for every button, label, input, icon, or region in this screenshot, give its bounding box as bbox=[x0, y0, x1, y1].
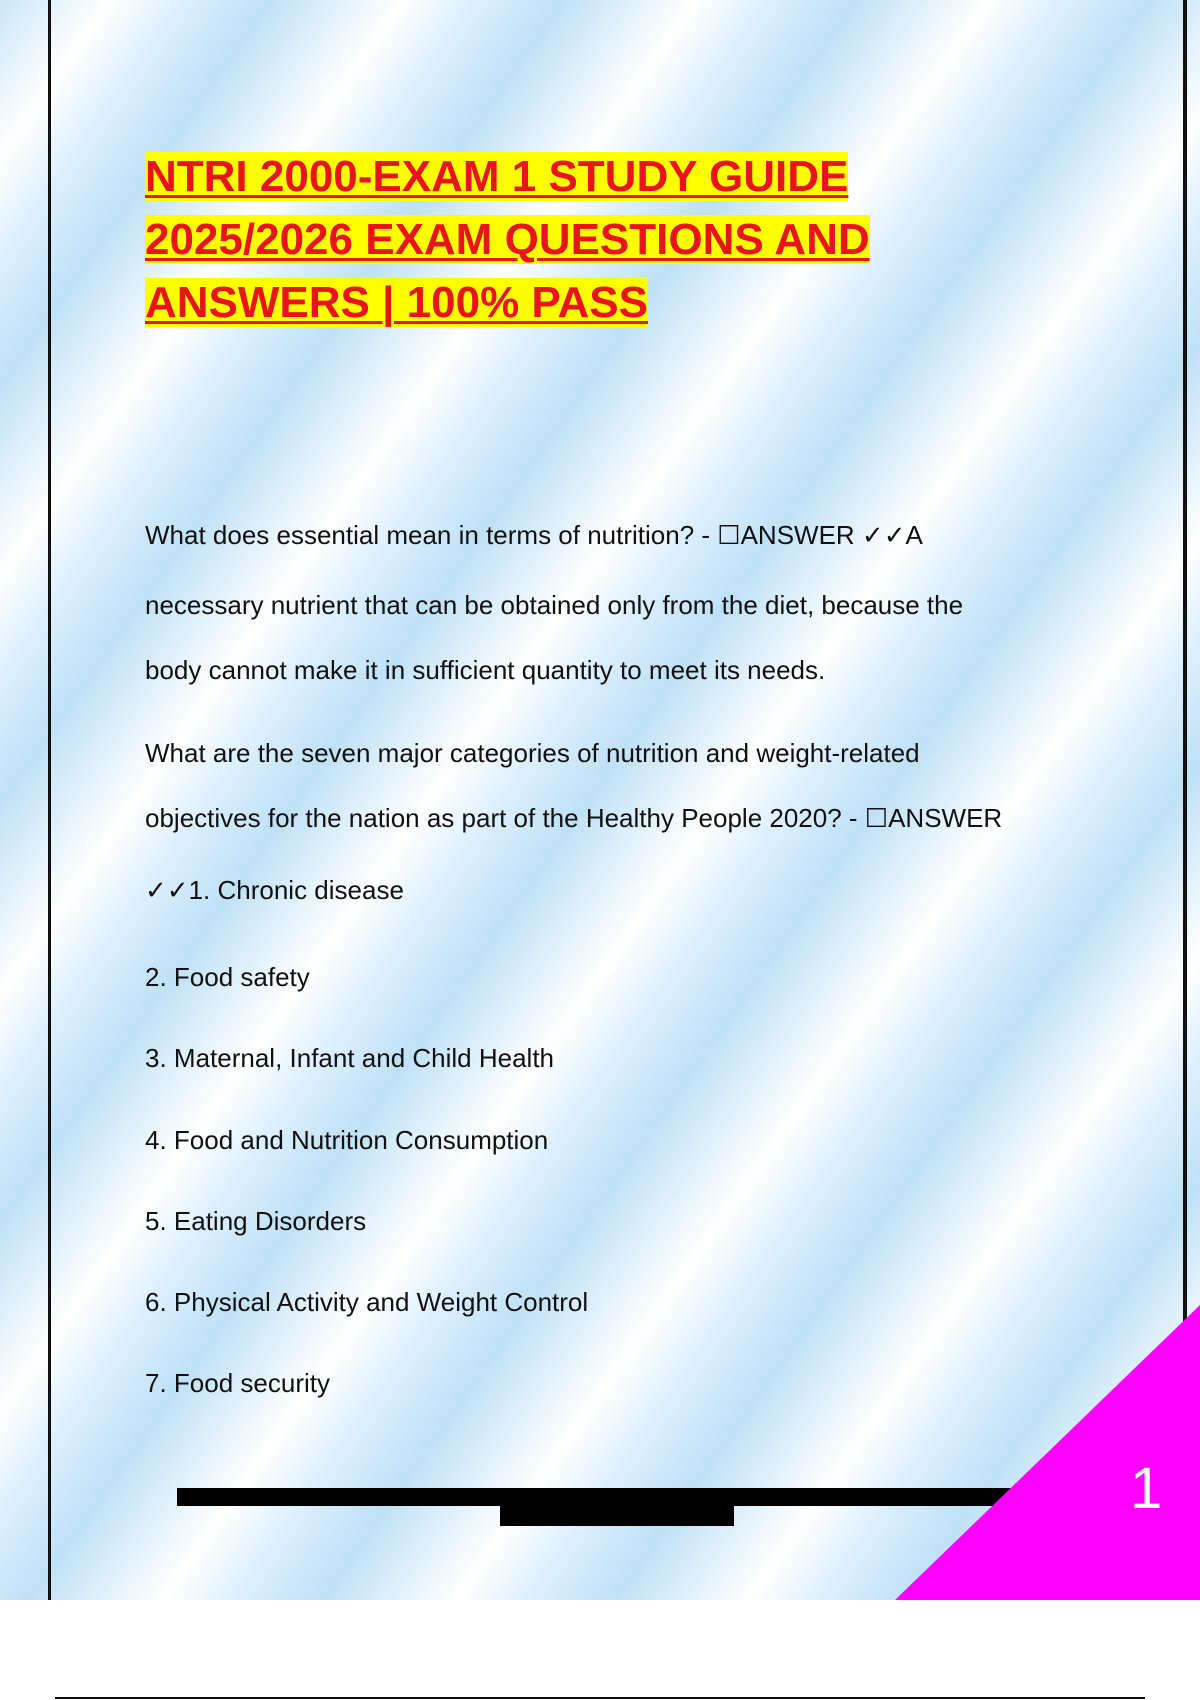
corner-triangle bbox=[895, 1305, 1200, 1600]
list-item: 5. Eating Disorders bbox=[145, 1206, 367, 1236]
title-line: 2025/2026 EXAM QUESTIONS AND bbox=[145, 215, 870, 264]
page-separator bbox=[55, 1697, 1145, 1699]
title-line: ANSWERS | 100% PASS bbox=[145, 278, 648, 327]
list-item: 4. Food and Nutrition Consumption bbox=[145, 1125, 549, 1155]
list-item: ✓✓1. Chronic disease bbox=[145, 875, 404, 905]
left-border-line bbox=[48, 0, 51, 1600]
page-number: 1 bbox=[1130, 1456, 1163, 1521]
question-1-line: What does essential mean in terms of nutrition? - ☐ANSWER ✓✓A bbox=[145, 520, 923, 550]
list-item: 3. Maternal, Infant and Child Health bbox=[145, 1043, 555, 1073]
answer-1-line: body cannot make it in sufficient quantity to meet its needs. bbox=[145, 655, 826, 685]
question-2-line: objectives for the nation as part of the Healthy People 2020? - ☐ANSWER bbox=[145, 803, 1003, 833]
list-item: 6. Physical Activity and Weight Control bbox=[145, 1287, 589, 1317]
answer-1-line: necessary nutrient that can be obtained only from the diet, because the bbox=[145, 590, 964, 620]
question-2-line: What are the seven major categories of nutrition and weight-related bbox=[145, 738, 920, 768]
footer-block bbox=[500, 1500, 734, 1526]
document-title bbox=[145, 145, 1045, 334]
list-item: 7. Food security bbox=[145, 1368, 330, 1398]
list-item: 2. Food safety bbox=[145, 962, 310, 992]
title-line: NTRI 2000-EXAM 1 STUDY GUIDE bbox=[145, 152, 849, 201]
